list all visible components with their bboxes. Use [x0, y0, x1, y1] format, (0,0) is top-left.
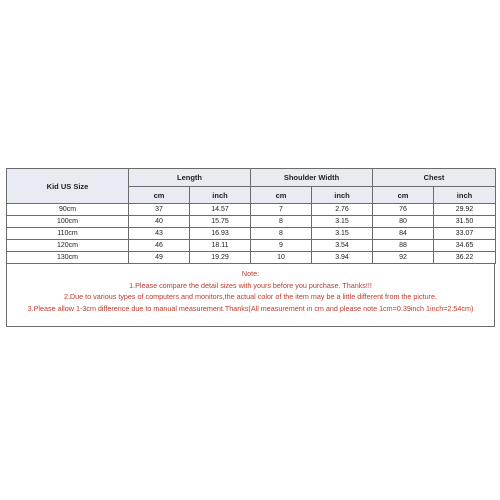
unit-header: inch: [312, 187, 373, 204]
table-cell: 76: [373, 204, 434, 216]
table-cell: 43: [129, 228, 190, 240]
table-cell: 84: [373, 228, 434, 240]
table-cell: 40: [129, 216, 190, 228]
unit-header: inch: [434, 187, 496, 204]
table-cell: 14.57: [190, 204, 251, 216]
table-row: [7, 252, 496, 264]
group-header-length: Length: [129, 169, 251, 187]
group-header-shoulder-width: Shoulder Width: [251, 169, 373, 187]
size-cell: 110cm: [7, 228, 129, 240]
unit-header: cm: [129, 187, 190, 204]
table-cell: 7: [251, 204, 312, 216]
row-header-label: Kid US Size: [7, 169, 129, 204]
group-header-chest: Chest: [373, 169, 496, 187]
table-cell: 2.76: [312, 204, 373, 216]
table-row: [7, 204, 496, 216]
table-cell: 3.15: [312, 228, 373, 240]
unit-header: cm: [373, 187, 434, 204]
size-table: [6, 168, 496, 264]
size-cell: 100cm: [7, 216, 129, 228]
table-cell: 31.50: [434, 216, 496, 228]
table-cell: 3.54: [312, 240, 373, 252]
table-cell: 19.29: [190, 252, 251, 264]
size-cell: 90cm: [7, 204, 129, 216]
size-cell: 120cm: [7, 240, 129, 252]
notes-box: [6, 264, 495, 327]
table-cell: 3.15: [312, 216, 373, 228]
note-line: 3.Please allow 1-3cm difference due to manual measurement.Thanks(All measurement in cm and please note 1cm=0.39inch 1inch=2.54cm): [27, 303, 474, 313]
table-cell: 10: [251, 252, 312, 264]
note-title: Note:: [241, 269, 260, 278]
table-cell: 80: [373, 216, 434, 228]
table-cell: 33.07: [434, 228, 496, 240]
table-cell: 49: [129, 252, 190, 264]
table-cell: 46: [129, 240, 190, 252]
table-cell: 8: [251, 216, 312, 228]
table-cell: 15.75: [190, 216, 251, 228]
table-cell: 88: [373, 240, 434, 252]
table-cell: 29.92: [434, 204, 496, 216]
table-cell: 34.65: [434, 240, 496, 252]
size-chart: [6, 168, 495, 327]
unit-header: cm: [251, 187, 312, 204]
note-line: 1.Please compare the detail sizes with yours before you purchase. Thanks!!!: [129, 280, 372, 290]
table-row: [7, 228, 496, 240]
table-cell: 9: [251, 240, 312, 252]
table-cell: 37: [129, 204, 190, 216]
table-row: [7, 240, 496, 252]
unit-header: inch: [190, 187, 251, 204]
group-header-row: [7, 169, 496, 187]
table-cell: 16.93: [190, 228, 251, 240]
size-cell: 130cm: [7, 252, 129, 264]
table-cell: 8: [251, 228, 312, 240]
table-cell: 92: [373, 252, 434, 264]
note-line: 2.Due to various types of computers and monitors,the actual color of the item may be a little different from the picture.: [63, 292, 437, 301]
table-cell: 18.11: [190, 240, 251, 252]
table-cell: 36.22: [434, 252, 496, 264]
table-cell: 3.94: [312, 252, 373, 264]
table-row: [7, 216, 496, 228]
